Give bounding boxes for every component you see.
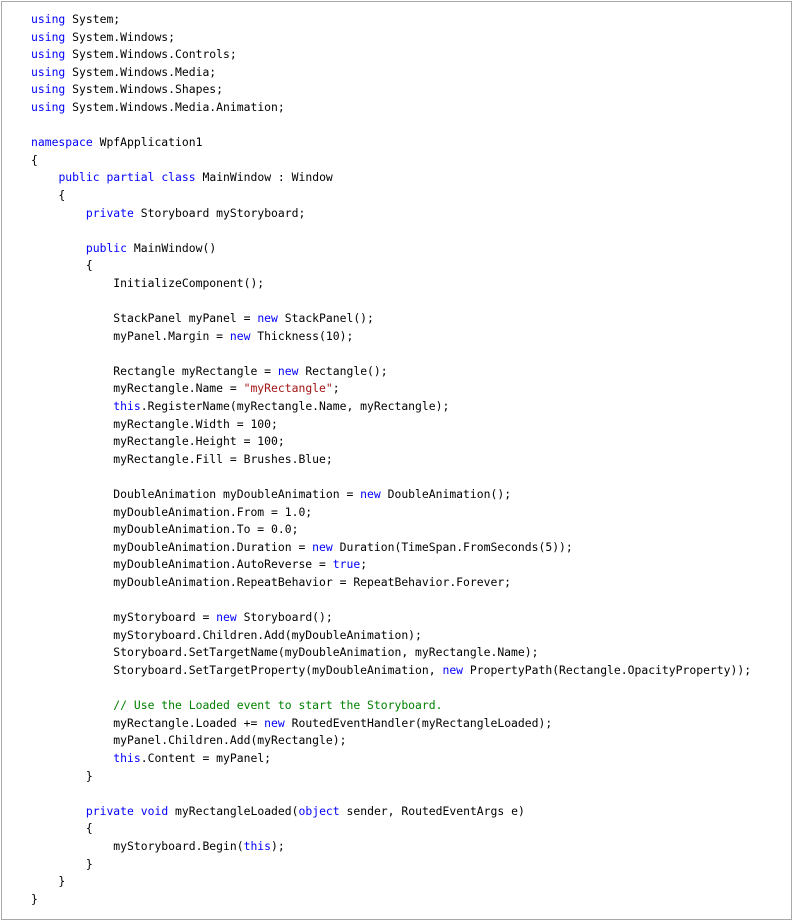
code-text: myPanel.Children.Add(myRectangle);: [31, 733, 347, 748]
code-text: System;: [65, 12, 121, 26]
code-line: [31, 820, 751, 838]
code-text: Rectangle myRectangle =: [31, 363, 278, 378]
code-line: [31, 328, 751, 346]
code-line: [31, 627, 751, 645]
code-text: [31, 206, 86, 220]
code-line: [31, 310, 751, 328]
code-keyword: using: [31, 47, 66, 62]
code-line: [31, 416, 751, 434]
code-line: [31, 486, 751, 504]
code-line: [31, 29, 751, 47]
code-text: DoubleAnimation();: [380, 487, 512, 502]
code-text: myRectangle.Height = 100;: [31, 434, 285, 449]
code-line: [31, 169, 751, 187]
code-text: myPanel.Margin =: [31, 328, 230, 343]
code-keyword: new: [264, 715, 285, 730]
code-text: myDoubleAnimation.Duration =: [31, 539, 313, 554]
code-line: [31, 785, 751, 803]
code-text: {: [31, 258, 93, 273]
code-text: MainWindow : Window: [195, 170, 333, 185]
code-text: Rectangle();: [298, 363, 388, 378]
code-text: [31, 751, 113, 765]
code-text: Storyboard myStoryboard;: [133, 205, 306, 220]
code-text: RoutedEventHandler(myRectangleLoaded);: [284, 715, 553, 730]
code-keyword: namespace: [31, 135, 93, 150]
code-text: }: [31, 874, 66, 889]
code-text: Storyboard();: [236, 610, 333, 625]
code-keyword: class: [161, 170, 196, 185]
code-line: [31, 363, 751, 381]
code-text: myDoubleAnimation.From = 1.0;: [31, 504, 313, 519]
code-line: [31, 134, 751, 152]
code-line: [31, 539, 751, 557]
code-text: System.Windows.Controls;: [65, 47, 237, 62]
code-text: [134, 804, 141, 818]
code-keyword: public: [85, 240, 128, 255]
code-text: System.Windows.Shapes;: [65, 82, 224, 97]
code-text: StackPanel();: [277, 311, 374, 326]
code-line: [31, 99, 751, 117]
code-keyword: using: [31, 64, 66, 79]
code-text: {: [31, 821, 93, 836]
code-keyword: void: [140, 803, 169, 818]
code-text: System.Windows.Media;: [65, 64, 217, 79]
code-line: [31, 380, 751, 398]
code-line: [31, 222, 751, 240]
code-keyword: this: [113, 399, 141, 414]
code-keyword: private: [85, 803, 134, 818]
code-line: [31, 345, 751, 363]
code-line: [31, 574, 751, 592]
code-keyword: new: [257, 311, 278, 326]
code-text: PropertyPath(Rectangle.OpacityProperty));: [463, 662, 752, 677]
code-line: [31, 293, 751, 311]
code-text: System.Windows;: [65, 29, 176, 44]
code-text: .RegisterName(myRectangle.Name, myRectangle);: [140, 399, 450, 414]
code-line: [31, 768, 751, 786]
code-keyword: using: [31, 12, 66, 26]
code-line: [31, 117, 751, 135]
code-line: [31, 662, 751, 680]
code-text: myRectangle.Name =: [31, 381, 244, 396]
code-text: System.Windows.Media.Animation;: [65, 99, 285, 114]
code-text: [31, 698, 113, 712]
code-line: [31, 838, 751, 856]
code-text: }: [31, 891, 38, 906]
code-text: Storyboard.SetTargetName(myDoubleAnimation, myRectangle.Name);: [31, 645, 539, 660]
code-line: [31, 732, 751, 750]
code-text: sender, RoutedEventArgs e): [339, 803, 525, 818]
code-text: myDoubleAnimation.AutoReverse =: [31, 557, 333, 572]
code-text: [31, 241, 86, 255]
code-text: [31, 804, 86, 818]
code-line: [31, 433, 751, 451]
code-text: myRectangleLoaded(: [168, 803, 299, 818]
code-text: [31, 399, 113, 413]
code-line: [31, 680, 751, 698]
code-keyword: using: [31, 82, 66, 97]
code-text: myRectangle.Loaded +=: [31, 715, 265, 730]
code-line: [31, 697, 751, 715]
code-block: [1, 1, 792, 920]
code-text: ;: [332, 381, 340, 396]
code-text: [31, 170, 58, 184]
code-line: [31, 803, 751, 821]
code-keyword: new: [442, 662, 464, 677]
code-text: WpfApplication1: [92, 135, 203, 150]
code-keyword: new: [277, 363, 299, 378]
code-line: [31, 11, 751, 29]
code-line: [31, 592, 751, 610]
code-string: "myRectangle": [243, 381, 333, 396]
code-text: );: [271, 838, 285, 853]
code-line: [31, 504, 751, 522]
code-line: [31, 873, 751, 891]
code-line: [31, 240, 751, 258]
code-text: myStoryboard =: [31, 610, 217, 625]
code-text: DoubleAnimation myDoubleAnimation =: [31, 487, 361, 502]
code-text: myRectangle.Fill = Brushes.Blue;: [31, 451, 333, 466]
code-keyword: partial: [106, 170, 155, 185]
code-text: }: [31, 856, 93, 871]
code-keyword: new: [216, 610, 237, 625]
code-keyword: this: [113, 750, 141, 765]
code-keyword: using: [31, 99, 66, 114]
code-text: StackPanel myPanel =: [31, 311, 258, 326]
code-line: [31, 856, 751, 874]
code-text: Storyboard.SetTargetProperty(myDoubleAnimation,: [31, 662, 443, 677]
code-text: {: [31, 152, 38, 167]
code-line: [31, 275, 751, 293]
code-text: myDoubleAnimation.To = 0.0;: [31, 522, 299, 537]
code-line: [31, 468, 751, 486]
code-line: [31, 398, 751, 416]
code-line: [31, 556, 751, 574]
code-line: [31, 205, 751, 223]
code-keyword: new: [229, 328, 251, 343]
code-text: myRectangle.Width = 100;: [31, 416, 278, 431]
code-line: [31, 451, 751, 469]
code-line: [31, 609, 751, 627]
code-text: myDoubleAnimation.RepeatBehavior = RepeatBehavior.Forever;: [31, 575, 512, 589]
code-text: }: [31, 768, 93, 783]
code-text: myStoryboard.Children.Add(myDoubleAnimation);: [31, 627, 422, 642]
code-line: [31, 750, 751, 768]
code-line: [31, 521, 751, 539]
code-line: [31, 644, 751, 662]
code-keyword: object: [298, 803, 340, 818]
code-line: [31, 257, 751, 275]
code-text: Thickness(10);: [250, 328, 354, 343]
code-content: [31, 11, 751, 908]
code-line: [31, 891, 751, 909]
code-line: [31, 715, 751, 733]
code-text: .Content = myPanel;: [140, 750, 272, 765]
code-text: InitializeComponent();: [31, 275, 265, 290]
code-line: [31, 187, 751, 205]
code-text: Duration(TimeSpan.FromSeconds(5));: [332, 539, 573, 554]
code-text: MainWindow(): [127, 240, 217, 255]
code-text: myStoryboard.Begin(: [31, 838, 244, 853]
code-keyword: public: [58, 170, 100, 185]
code-comment: // Use the Loaded event to start the Storyboard.: [113, 698, 443, 713]
code-line: [31, 152, 751, 170]
code-keyword: new: [360, 487, 381, 502]
code-keyword: this: [243, 838, 272, 853]
code-keyword: new: [312, 539, 333, 554]
code-line: [31, 64, 751, 82]
code-text: {: [31, 187, 66, 202]
code-keyword: true: [332, 557, 361, 572]
code-keyword: private: [85, 205, 134, 220]
code-text: ;: [360, 557, 368, 572]
code-line: [31, 46, 751, 64]
code-line: [31, 81, 751, 99]
code-keyword: using: [31, 29, 66, 44]
